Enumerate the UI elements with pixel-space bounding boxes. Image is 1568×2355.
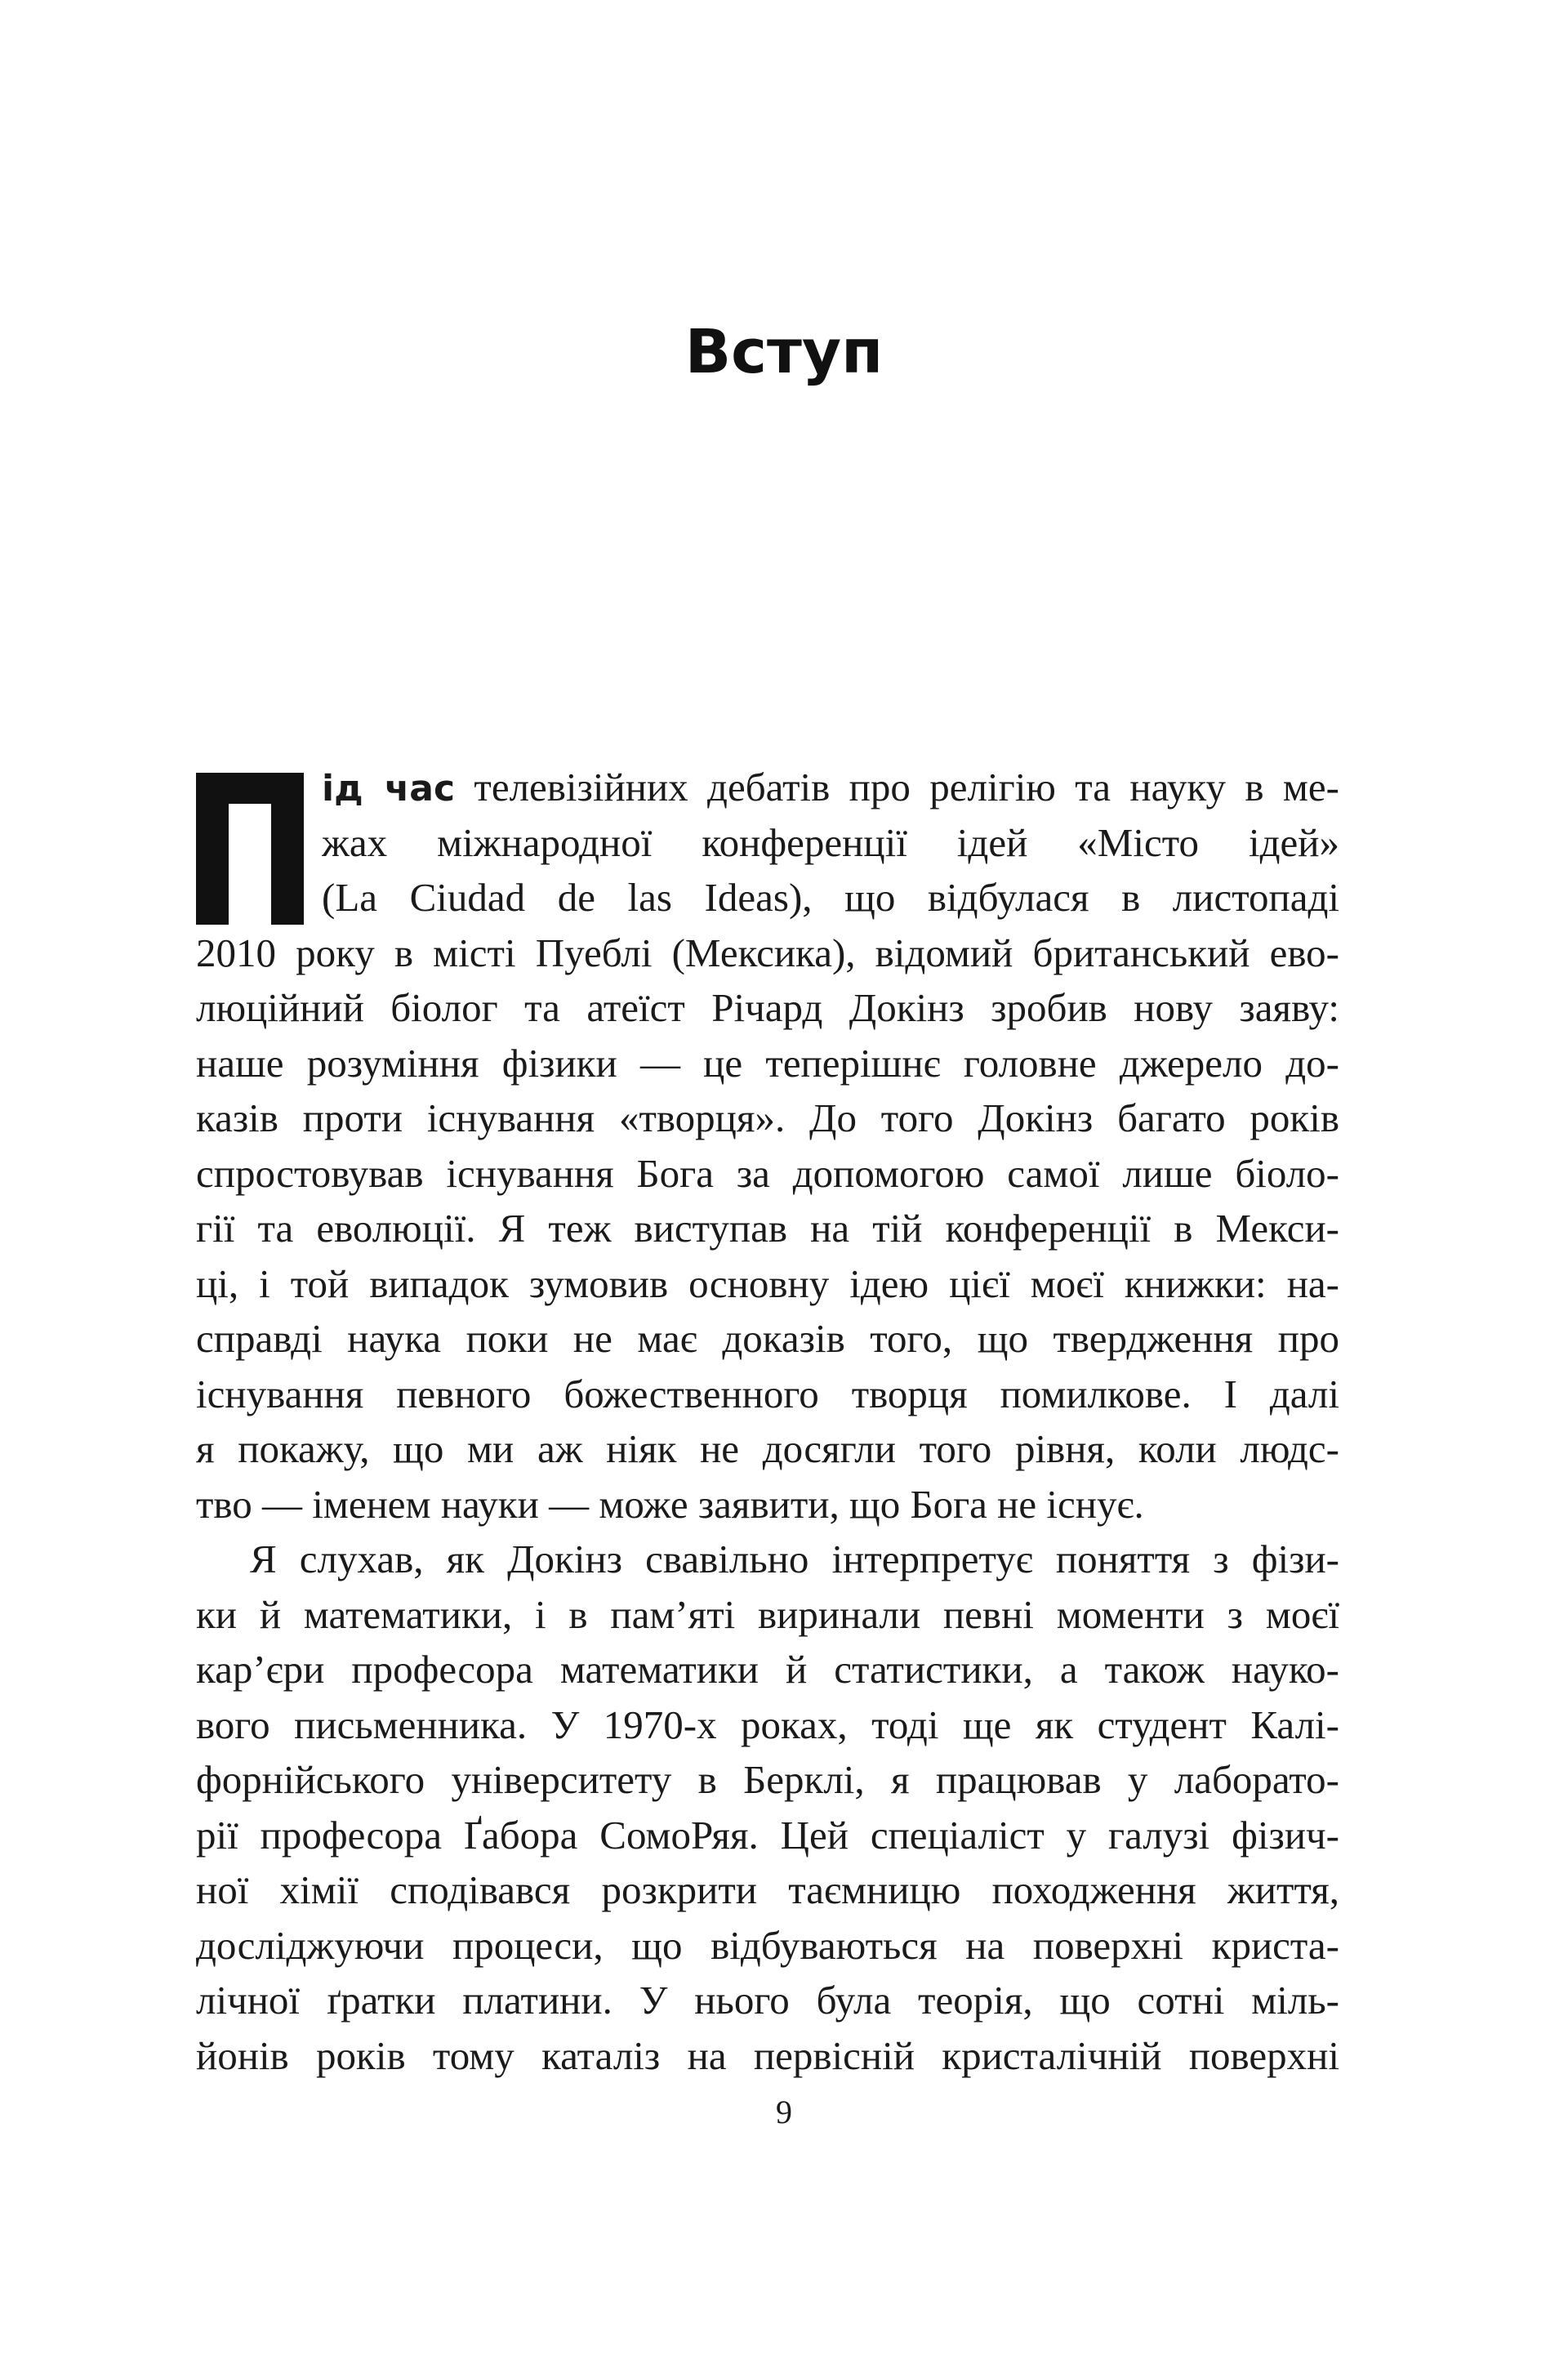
text-line: я покажу, що ми аж ніяк не досягли того рівня, коли людс-	[196, 1426, 1339, 1471]
text-line: жах міжнародної конференції ідей «Місто ідей»	[322, 819, 1339, 865]
text-line: Я слухав, як Докінз свавільно інтерпретує поняття з фізи-	[250, 1537, 1339, 1581]
body-text	[196, 760, 1339, 2083]
text-line: ки й математики, і в пам’яті виринали певні моменти з моєї	[196, 1591, 1339, 1637]
text-line: люційний біолог та атеїст Річард Докінз зробив нову заяву:	[196, 985, 1339, 1030]
text-line: спростовував існування Бога за допомогою самої лише біоло-	[196, 1150, 1339, 1196]
text-line: 2010 року в місті Пуеблі (Мексика), відомий британський ево-	[196, 930, 1339, 975]
text-line: йонів років тому каталіз на первісній кристалічній поверхні	[196, 2032, 1339, 2078]
page-number: 9	[776, 2094, 792, 2130]
text-line: лічної ґратки платини. У нього була теорія, що сотні міль-	[196, 1978, 1339, 2023]
text-line: ід час телевізійних дебатів про релігію та науку в ме-	[322, 765, 1339, 810]
text-line: існування певного божественного творця помилкове. І далі	[196, 1371, 1339, 1416]
lead-in-bold: ід час	[322, 768, 456, 810]
text-line: ної хімії сподівався розкрити таємницю походження життя,	[196, 1867, 1339, 1912]
drop-cap	[196, 773, 304, 925]
text-line: ці, і той випадок зумовив основну ідею цієї моєї книжки: на-	[196, 1260, 1339, 1306]
chapter-title: Вступ	[684, 317, 884, 387]
text-line: рії професора Ґабора СомоРяя. Цей спеціаліст у галузі фізич-	[196, 1812, 1339, 1858]
text-line: форнійського університету в Берклі, я працював у лаборато-	[196, 1757, 1339, 1802]
text-line: наше розуміння фізики — це теперішнє головне джерело до-	[196, 1040, 1339, 1086]
text-line: вого письменника. У 1970-х роках, тоді ще як студент Калі-	[196, 1702, 1339, 1747]
text-line: (La Ciudad de las Ideas), що відбулася в листопаді	[322, 875, 1339, 920]
paragraph-2	[196, 1532, 1339, 2083]
text-line: справді наука поки не має доказів того, що твердження про	[196, 1316, 1339, 1361]
text-line: досліджуючи процеси, що відбуваються на поверхні криста-	[196, 1922, 1339, 1968]
text-line: тво — іменем науки — може заявити, що Бога не існує.	[196, 1481, 1144, 1527]
text-line: кар’єри професора математики й статистики, а також науко-	[196, 1647, 1339, 1692]
text-line: казів проти існування «творця». До того Докінз багато років	[196, 1095, 1339, 1140]
paragraph-1	[196, 760, 1339, 1532]
text-line: гії та еволюції. Я теж виступав на тій конференції в Мекси-	[196, 1206, 1339, 1251]
